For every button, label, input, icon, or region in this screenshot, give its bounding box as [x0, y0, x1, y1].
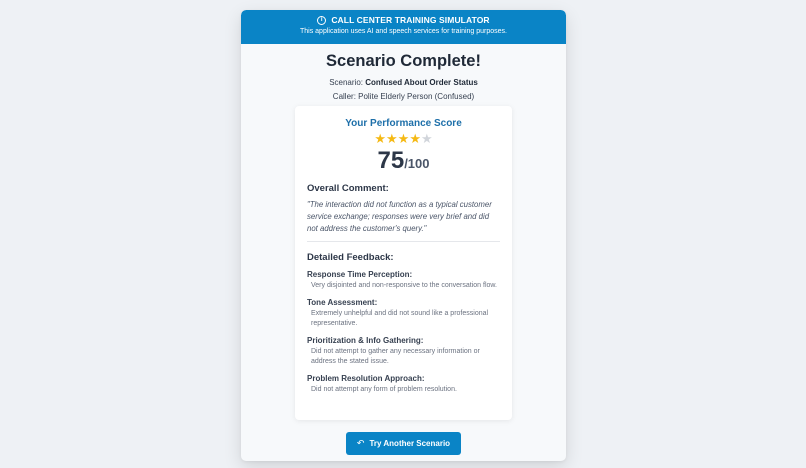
overall-comment-title: Overall Comment:: [307, 183, 389, 194]
score-value: [307, 147, 500, 175]
feedback-item: [307, 336, 500, 367]
score-card: [295, 106, 512, 420]
app-disclaimer: This application uses AI and speech services for training purposes.: [299, 28, 507, 35]
scenario-value: Confused About Order Status: [365, 78, 478, 87]
feedback-item: [307, 374, 500, 395]
feedback-label: Tone Assessment:: [307, 298, 378, 307]
info-icon: i: [317, 16, 326, 25]
app-title: CALL CENTER TRAINING SIMULATOR: [331, 15, 490, 25]
try-another-scenario-button[interactable]: [346, 432, 461, 455]
star-filled-icon: ★: [409, 131, 421, 146]
feedback-label: Problem Resolution Approach:: [307, 374, 425, 383]
feedback-text: Very disjointed and non-responsive to the conversation flow.: [311, 282, 498, 289]
banner-title-row: [241, 15, 566, 25]
score-title: Your Performance Score: [345, 118, 462, 129]
feedback-label: Response Time Perception:: [307, 270, 413, 279]
page-title: Scenario Complete!: [326, 52, 481, 70]
feedback-text: Did not attempt any form of problem resolution.: [311, 386, 457, 393]
score-number: 75: [377, 147, 405, 174]
feedback-item: [307, 270, 500, 291]
app-banner: [241, 10, 566, 44]
scenario-label: Scenario:: [329, 78, 366, 87]
star-filled-icon: ★: [374, 131, 387, 146]
star-empty-icon: ★: [420, 131, 433, 146]
caller-label: Caller:: [332, 92, 359, 101]
try-another-scenario-label: Try Another Scenario: [369, 439, 451, 448]
scenario-info: [241, 78, 566, 87]
results-panel: [241, 10, 566, 461]
star-filled-icon: ★: [386, 131, 398, 146]
caller-info: [241, 92, 566, 101]
star-rating: [307, 132, 500, 146]
star-filled-icon: ★: [397, 131, 410, 146]
feedback-text: Did not attempt to gather any necessary information or address the stated issue.: [311, 348, 480, 365]
overall-comment: "The interaction did not function as a typical customer service exchange; responses were very brief and did not address the customer's query.": [307, 200, 492, 233]
feedback-label: Prioritization & Info Gathering:: [307, 336, 424, 345]
undo-icon: ↶: [356, 438, 365, 448]
caller-value: Polite Elderly Person (Confused): [358, 92, 475, 101]
score-max: /100: [404, 156, 430, 171]
divider: [307, 241, 500, 242]
feedback-text: Extremely unhelpful and did not sound like a professional representative.: [311, 310, 489, 327]
feedback-item: [307, 298, 500, 329]
detailed-feedback-title: Detailed Feedback:: [307, 252, 394, 263]
